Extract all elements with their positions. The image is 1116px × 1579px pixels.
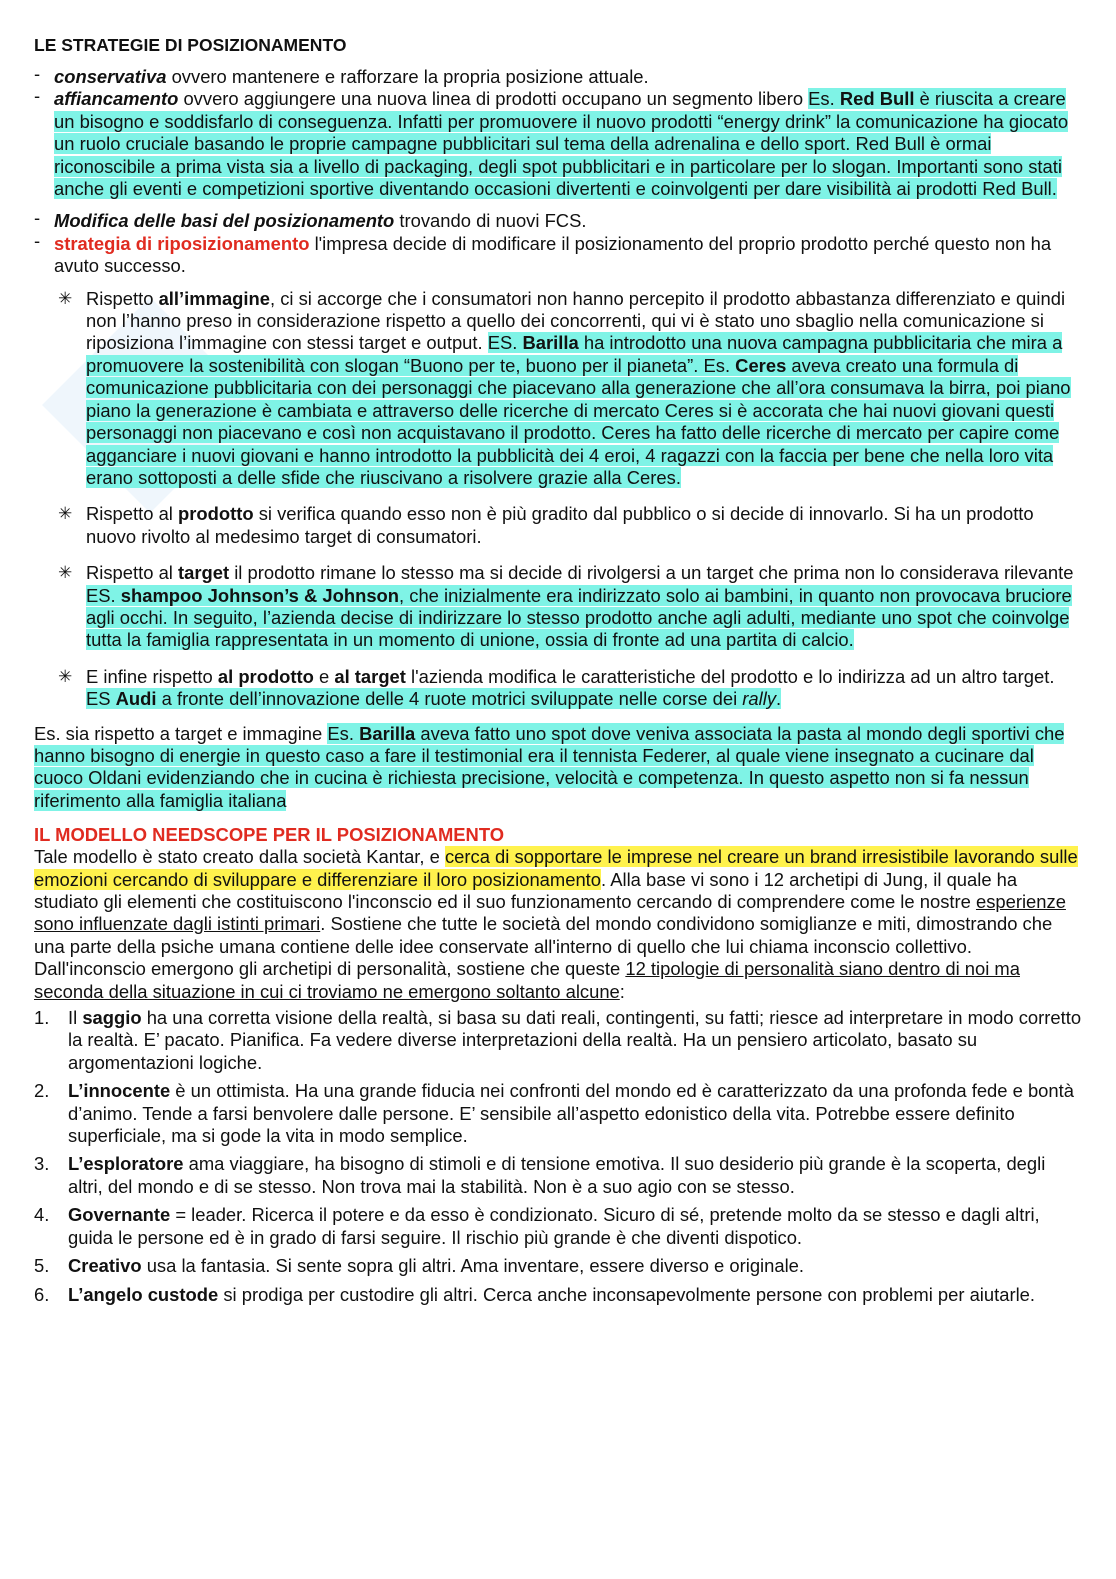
riposizionamento-immagine: ✳ Rispetto all’immagine, ci si accorge che i consumatori non hanno percepito il prodotto abbastanza differenziato e quindi non l’hanno preso in considerazione rispetto a quello dei concorrenti, qui vi è stato uno sbaglio nella comunicazione si riposiziona l’immagine con stessi target e output. ES. Barilla ha introdotto una nuova campagna pubblicitaria che mira a promuovere la sostenibilità con slogan “Buono per te, buono per il pianeta”. Es. Ceres aveva creato una formula di comunicazione pubblicitaria con dei personaggi che piacevano alla generazione che all’ora consumava la birra, poi piano piano la generazione è cambiata e attraverso delle ricerche di mercato Ceres si è accorata che hai nuovi giovani questi personaggi non piacevano e così non acquistavano il prodotto. Ceres ha fatto delle ricerche di mercato per capire come agganciare i nuovi giovani e hanno introdotto la pubblicità dei 4 eroi, 4 ragazzi con la faccia per bene che nella loro vita erano sottoposti a delle sfide che riuscivano a risolvere grazie alla Ceres. [58, 287, 1071, 488]
asterisk-icon: ✳ [58, 666, 73, 686]
archetypes-list [34, 1007, 1082, 1306]
riposizionamento-list [34, 288, 1082, 711]
archetype-item: 2. L’innocente è un ottimista. Ha una grande fiducia nei confronti del mondo ed è caratterizzato da una profonda fede e bontà d’animo. Tende a farsi benvolere dalle persone. E’ sensibile all’aspetto edonistico della vita. Potrebbe essere definito superficiale, ma si gode la vita in modo semplice. [34, 1080, 1074, 1147]
asterisk-icon: ✳ [58, 563, 73, 583]
asterisk-icon: ✳ [58, 504, 73, 524]
asterisk-icon: ✳ [58, 288, 73, 308]
strategy-conservativa: - conservativa ovvero mantenere e rafforzare la propria posizione attuale. [34, 66, 1082, 88]
needscope-title: IL MODELLO NEEDSCOPE PER IL POSIZIONAMENTO [34, 824, 505, 846]
page-title: LE STRATEGIE DI POSIZIONAMENTO [34, 35, 347, 55]
strategy-affiancamento: - affiancamento ovvero aggiungere una nuova linea di prodotti occupano un segmento libero Es. Red Bull è riuscita a creare un bisogno e soddisfarlo di conseguenza. Infatti per promuovere il nuovo prodotti “energy drink” la comunicazione ha giocato un ruolo cruciale basando le proprie campagne pubblicitari sul tema della adrenalina e dello sport. Red Bull è ormai riconoscibile a prima vista sia a livello di packaging, degli spot pubblicitari e in particolare per lo slogan. Importanti sono stati anche gli eventi e competizioni sportive diventando occasioni divertenti e coinvolgenti per dare visibilità ai prodotti Red Bull. [34, 88, 1082, 200]
redbull-example: Es. Red Bull è riuscita a creare un bisogno e soddisfarlo di conseguenza. Infatti per promuovere il nuovo prodotti “energy drink” la comunicazione ha giocato un ruolo cruciale basando le proprie campagne pubblicitari sul tema della adrenalina e dello sport. Red Bull è ormai riconoscibile a prima vista sia a livello di packaging, degli spot pubblicitari e in particolare per lo slogan. Importanti sono stati anche gli eventi e competizioni sportive diventando occasioni divertenti e coinvolgenti per dare visibilità ai prodotti Red Bull. [54, 88, 1069, 200]
archetype-item: 5. Creativo usa la fantasia. Si sente sopra gli altri. Ama inventare, essere diverso e originale. [34, 1255, 805, 1277]
audi-example: ES Audi a fronte dell’innovazione delle 4 ruote motrici sviluppate nelle corse dei rally. [86, 688, 782, 710]
barilla-paragraph: Es. sia rispetto a target e immagine Es. Barilla aveva fatto uno spot dove veniva associata la pasta al mondo degli sportivi che hanno bisogno di energie in questo caso a fare il testimonial era il tennista Federer, al quale viene insegnato a cucinare dal cuoco Oldani evidenziando che in cucina è richiesta precisione, velocità e competenza. In questo aspetto non si fa nessun riferimento alla famiglia italiana [34, 722, 1065, 811]
riposizionamento-target: ✳ Rispetto al target il prodotto rimane lo stesso ma si decide di rivolgersi a un target che prima non lo considerava rilevante ES. shampoo Johnson’s & Johnson, che inizialmente era indirizzato solo ai bambini, in quanto non provocava bruciore agli occhi. In seguito, l’azienda decise di indirizzare lo stesso prodotto anche agli adulti, mediante uno spot che coinvolge tutta la famiglia rappresentata in un momento di unione, ossia di fronte ad una partita di calcio. [58, 562, 1074, 651]
riposizionamento-entrambi: ✳ E infine rispetto al prodotto e al target l'azienda modifica le caratteristiche del prodotto e lo indirizza ad un altro target. ES Audi a fronte dell’innovazione delle 4 ruote motrici sviluppate nelle corse dei rally. [58, 665, 1055, 710]
archetype-item: 1. Il saggio ha una corretta visione della realtà, si basa su dati reali, contingenti, su fatti; riesce ad interpretare in modo corretto la realtà. E’ pacato. Pianifica. Fa vedere diverse interpretazioni della realtà. Ha un pensiero articolato, basato su argomentazioni logiche. [34, 1007, 1082, 1073]
strategies-list [34, 66, 1082, 278]
barilla-ceres-example: ES. Barilla ha introdotto una nuova campagna pubblicitaria che mira a promuovere la sostenibilità con slogan “Buono per te, buono per il pianeta”. Es. Ceres aveva creato una formula di comunicazione pubblicitaria con dei personaggi che piacevano alla generazione che all’ora consumava la birra, poi piano piano la generazione è cambiata e attraverso delle ricerche di mercato Ceres si è accorata che hai nuovi giovani questi personaggi non piacevano e così non acquistavano il prodotto. Ceres ha fatto delle ricerche di mercato per capire come agganciare i nuovi giovani e hanno introdotto la pubblicità dei 4 eroi, 4 ragazzi con la faccia per bene che nella loro vita erano sottoposti a delle sfide che riuscivano a risolvere grazie alla Ceres. [86, 332, 1071, 488]
strategy-modifica: - Modifica delle basi del posizionamento trovando di nuovi FCS. [34, 210, 1082, 232]
archetype-item: 4. Governante = leader. Ricerca il potere e da esso è condizionato. Sicuro di sé, pretende molto da se stesso e dagli altri, guida le persone ed è in grado di farsi seguire. Il rischio più grande è che diventi dispotico. [34, 1204, 1040, 1248]
document-page [34, 34, 1082, 1312]
needscope-paragraph-1: Tale modello è stato creato dalla società Kantar, e cerca di sopportare le imprese nel creare un brand irresistibile lavorando sulle emozioni cercando di sviluppare e differenziare il loro posizionamento. Alla base vi sono i 12 archetipi di Jung, il quale ha studiato gli elementi che costituiscono l'inconscio ed il suo funzionamento cercando di comprendere come le nostre esperienze sono influenzate dagli istinti primari. Sostiene che tutte le società del mondo condividono somiglianze e miti, dimostrando che una parte della psiche umana contiene delle idee conservate all'interno di quello che lui chiama inconscio collettivo. [34, 846, 1078, 957]
riposizionamento-prodotto: ✳ Rispetto al prodotto si verifica quando esso non è più gradito dal pubblico o si decide di innovarlo. Si ha un prodotto nuovo rivolto al medesimo target di consumatori. [58, 503, 1034, 547]
strategy-riposizionamento: - strategia di riposizionamento l'impresa decide di modificare il posizionamento del proprio prodotto perché questo non ha avuto successo. [34, 233, 1082, 278]
johnson-example: ES. shampoo Johnson’s & Johnson, che inizialmente era indirizzato solo ai bambini, in quanto non provocava bruciore agli occhi. In seguito, l’azienda decise di indirizzare lo stesso prodotto anche agli adulti, mediante uno spot che coinvolge tutta la famiglia rappresentata in un momento di unione, ossia di fronte ad una partita di calcio. [86, 584, 1072, 651]
archetype-item: 3. L’esploratore ama viaggiare, ha bisogno di stimoli e di tensione emotiva. Il suo desiderio più grande è la scoperta, degli altri, del mondo e di se stesso. Non trova mai la stabilità. Non è a suo agio con se stesso. [34, 1153, 1046, 1197]
needscope-paragraph-2: Dall'inconscio emergono gli archetipi di personalità, sostiene che queste 12 tipologie di personalità siano dentro di noi ma seconda della situazione in cui ci troviamo ne emergono soltanto alcune: [34, 958, 1020, 1002]
archetype-item: 6. L’angelo custode si prodiga per custodire gli altri. Cerca anche inconsapevolmente persone con problemi per aiutarle. [34, 1283, 1036, 1305]
